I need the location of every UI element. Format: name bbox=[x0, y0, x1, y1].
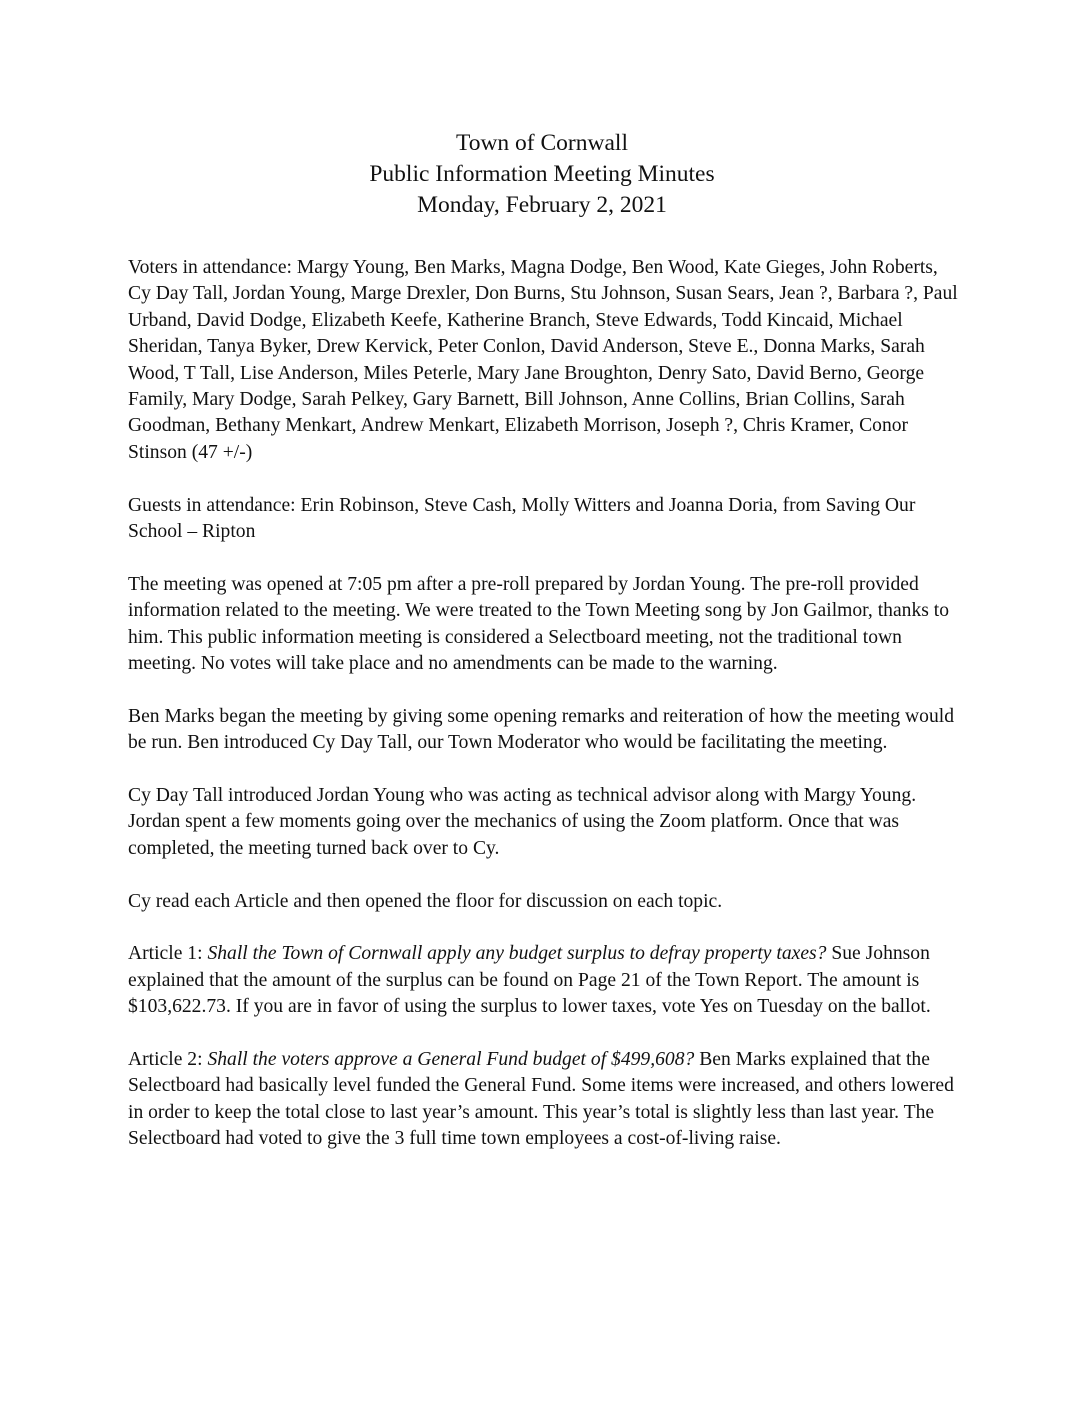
opening-remarks-paragraph: Ben Marks began the meeting by giving some opening remarks and reiteration of how the meeting would be run. Ben introduced Cy Day Tall, our Town Moderator who would be facilitating the meeting. bbox=[128, 705, 954, 754]
document-title: Public Information Meeting Minutes bbox=[369, 161, 715, 187]
article-1-paragraph bbox=[128, 941, 964, 1020]
document-header bbox=[128, 128, 964, 221]
article-discussion-paragraph: Cy read each Article and then opened the floor for discussion on each topic. bbox=[128, 890, 723, 912]
voters-in-attendance: Voters in attendance: Margy Young, Ben Marks, Magna Dodge, Ben Wood, Kate Gieges, John Roberts, Cy Day Tall, Jordan Young, Marge Drexler, Don Burns, Stu Johnson, Susan Sears, Jean ?, Barbara ?, Paul Urband, David Dodge, Elizabeth Keefe, Katherine Branch, Steve Edwards, Todd Kincaid, Michael Sheridan, Tanya Byker, Drew Kervick, Peter Conlon, David Anderson, Steve E., Donna Marks, Sarah Wood, T Tall, Lise Anderson, Miles Peterle, Mary Jane Broughton, Denry Sato, David Berno, George Family, Mary Dodge, Sarah Pelkey, Gary Barnett, Bill Johnson, Anne Collins, Brian Collins, Sarah Goodman, Bethany Menkart, Andrew Menkart, Elizabeth Morrison, Joseph ?, Chris Kramer, Conor Stinson (47 +/-) bbox=[128, 257, 958, 463]
article-1-text: Sue Johnson explained that the amount of the surplus can be found on Page 21 of the Town Report. The amount is $103,622.73. If you are in favor of using the surplus to lower taxes, vote Yes on Tuesday on the ballot. bbox=[128, 943, 931, 1018]
article-2-label: Article 2: bbox=[128, 1049, 208, 1071]
article-1-label: Article 1: bbox=[128, 943, 208, 965]
meeting-opening-paragraph: The meeting was opened at 7:05 pm after a pre-roll prepared by Jordan Young. The pre-roll provided information related to the meeting. We were treated to the Town Meeting song by Jon Gailmor, thanks to him. This public information meeting is considered a Selectboard meeting, not the traditional town meeting. No votes will take place and no amendments can be made to the warning. bbox=[128, 573, 950, 675]
meeting-date: Monday, February 2, 2021 bbox=[417, 192, 667, 218]
article-2-text: Ben Marks explained that the Selectboard had basically level funded the General Fund. Some items were increased, and others lowered in order to keep the total close to last year’s amount. This year’s total is slightly less than last year. The Selectboard had voted to give the 3 full time town employees a cost-of-living raise. bbox=[128, 1049, 954, 1150]
article-2-paragraph bbox=[128, 1047, 964, 1153]
article-1-question: Shall the Town of Cornwall apply any budget surplus to defray property taxes? bbox=[207, 943, 827, 965]
guests-in-attendance: Guests in attendance: Erin Robinson, Steve Cash, Molly Witters and Joanna Doria, from Saving Our School – Ripton bbox=[128, 494, 916, 543]
document-page bbox=[128, 128, 964, 1179]
technical-advisor-paragraph: Cy Day Tall introduced Jordan Young who was acting as technical advisor along with Margy Young. Jordan spent a few moments going over the mechanics of using the Zoom platform. Once that was completed, the meeting turned back over to Cy. bbox=[128, 785, 917, 859]
article-2-question: Shall the voters approve a General Fund budget of $499,608? bbox=[207, 1049, 695, 1071]
town-name: Town of Cornwall bbox=[456, 130, 628, 156]
